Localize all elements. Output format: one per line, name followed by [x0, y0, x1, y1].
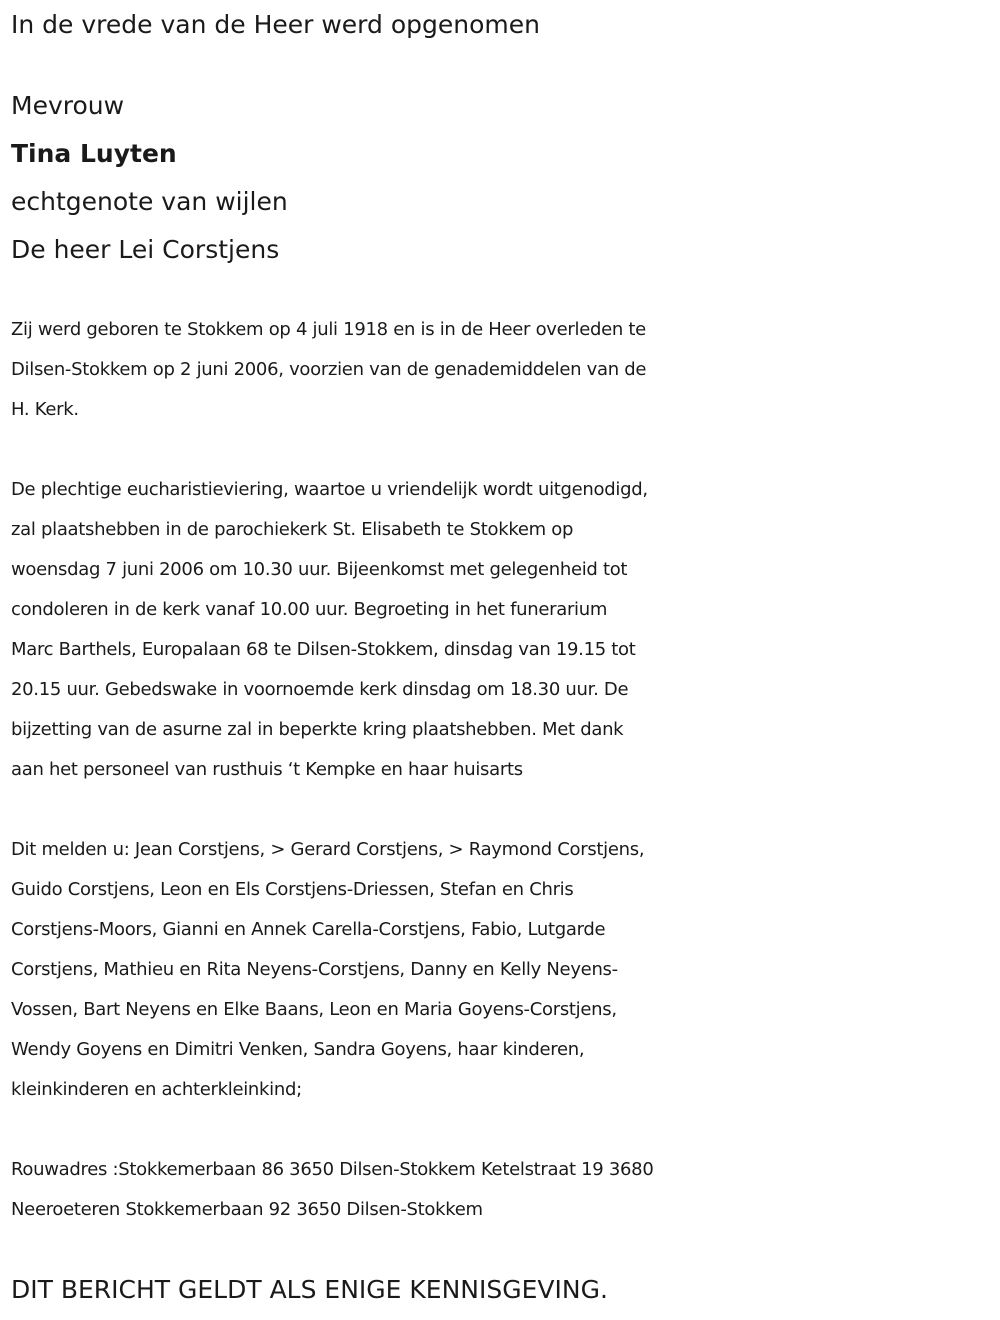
- paragraph-line: Dilsen-Stokkem op 2 juni 2006, voorzien van de genademiddelen van de: [11, 359, 647, 380]
- paragraph-line: Wendy Goyens en Dimitri Venken, Sandra Goyens, haar kinderen,: [11, 1039, 585, 1060]
- paragraph-line: H. Kerk.: [11, 399, 79, 420]
- paragraph-line: kleinkinderen en achterkleinkind;: [11, 1079, 302, 1100]
- paragraph-line: Neeroeteren Stokkemerbaan 92 3650 Dilsen-Stokkem: [11, 1199, 483, 1220]
- paragraph-line: condoleren in de kerk vanaf 10.00 uur. Begroeting in het funerarium: [11, 599, 608, 620]
- paragraph-line: woensdag 7 juni 2006 om 10.30 uur. Bijeenkomst met gelegenheid tot: [11, 559, 628, 580]
- paragraph-line: Zij werd geboren te Stokkem op 4 juli 1918 en is in de Heer overleden te: [11, 319, 646, 340]
- paragraph-line: Guido Corstjens, Leon en Els Corstjens-Driessen, Stefan en Chris: [11, 879, 574, 900]
- paragraph-line: Corstjens-Moors, Gianni en Annek Carella-Corstjens, Fabio, Lutgarde: [11, 919, 606, 940]
- spouse-name: De heer Lei Corstjens: [11, 235, 280, 264]
- paragraph-line: Vossen, Bart Neyens en Elke Baans, Leon en Maria Goyens-Corstjens,: [11, 999, 617, 1020]
- family-paragraph: [11, 830, 991, 1110]
- paragraph-line: De plechtige eucharistieviering, waartoe u vriendelijk wordt uitgenodigd,: [11, 479, 648, 500]
- birth-death-paragraph: [11, 310, 991, 430]
- notice-footer: DIT BERICHT GELDT ALS ENIGE KENNISGEVING.: [11, 1275, 608, 1304]
- deceased-name: Tina Luyten: [11, 139, 177, 168]
- paragraph-line: Marc Barthels, Europalaan 68 te Dilsen-Stokkem, dinsdag van 19.15 tot: [11, 639, 636, 660]
- paragraph-line: Rouwadres :Stokkemerbaan 86 3650 Dilsen-Stokkem Ketelstraat 19 3680: [11, 1159, 654, 1180]
- relation-text: echtgenote van wijlen: [11, 187, 288, 216]
- ceremony-paragraph: [11, 470, 991, 790]
- paragraph-line: zal plaatshebben in de parochiekerk St. Elisabeth te Stokkem op: [11, 519, 574, 540]
- notice-header: In de vrede van de Heer werd opgenomen: [11, 10, 540, 39]
- paragraph-line: Corstjens, Mathieu en Rita Neyens-Corstjens, Danny en Kelly Neyens-: [11, 959, 618, 980]
- paragraph-line: bijzetting van de asurne zal in beperkte kring plaatshebben. Met dank: [11, 719, 624, 740]
- paragraph-line: aan het personeel van rusthuis ‘t Kempke en haar huisarts: [11, 759, 523, 780]
- address-paragraph: [11, 1150, 991, 1230]
- paragraph-line: Dit melden u: Jean Corstjens, > Gerard Corstjens, > Raymond Corstjens,: [11, 839, 645, 860]
- title-prefix: Mevrouw: [11, 91, 125, 120]
- paragraph-line: 20.15 uur. Gebedswake in voornoemde kerk dinsdag om 18.30 uur. De: [11, 679, 629, 700]
